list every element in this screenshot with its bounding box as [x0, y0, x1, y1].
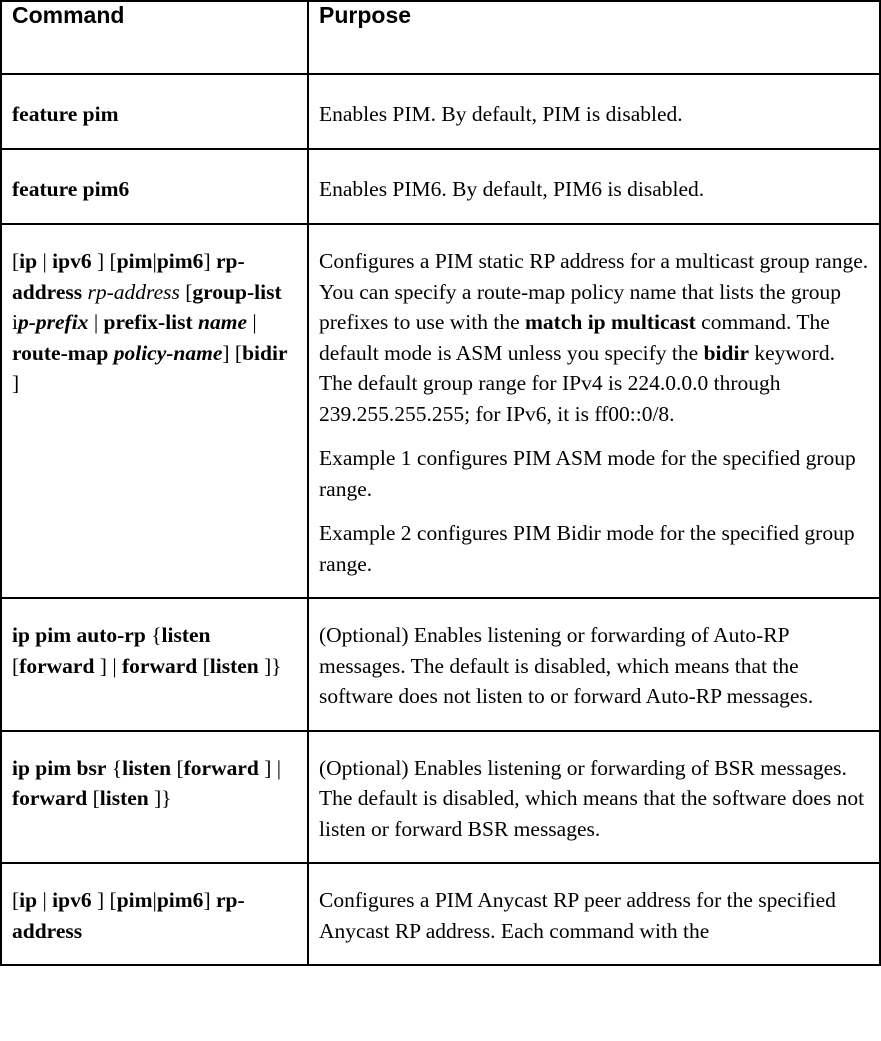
purpose-cell	[308, 149, 880, 224]
command-cell	[1, 149, 308, 224]
paragraph: ip pim auto-rp {listen [forward ] | forward [listen ]}	[12, 623, 282, 678]
command-cell	[1, 74, 308, 149]
purpose-cell	[308, 598, 880, 731]
command-cell	[1, 863, 308, 965]
paragraph: feature pim6	[12, 177, 130, 201]
paragraph: Example 1 configures PIM ASM mode for the specified group range.	[319, 446, 856, 501]
paragraph: Enables PIM6. By default, PIM6 is disabled.	[319, 177, 705, 201]
table-row	[1, 598, 880, 731]
header-purpose: Purpose	[308, 1, 880, 74]
table-row	[1, 74, 880, 149]
table-row	[1, 863, 880, 965]
header-command: Command	[1, 1, 308, 74]
paragraph: Enables PIM. By default, PIM is disabled.	[319, 102, 683, 126]
table-row	[1, 731, 880, 864]
paragraph: (Optional) Enables listening or forwarding of BSR messages. The default is disabled, which means that the software does not listen or forward BSR messages.	[319, 755, 865, 841]
paragraph: Configures a PIM static RP address for a multicast group range. You can specify a route-map policy name that lists the group prefixes to use with the match ip multicast command. The default mode is ASM unless you specify the bidir keyword. The default group range for IPv4 is 224.0.0.0 through 239.255.255.255; for IPv6, it is ff00::0/8.	[319, 249, 869, 426]
paragraph: [ip | ipv6 ] [pim|pim6] rp-address rp-address [group-list ip-prefix | prefix-list name | route-map policy-name] [bidir ]	[12, 249, 288, 395]
command-cell	[1, 224, 308, 598]
paragraph: Example 2 configures PIM Bidir mode for the specified group range.	[319, 521, 855, 576]
paragraph: [ip | ipv6 ] [pim|pim6] rp-address	[12, 888, 245, 943]
table-row	[1, 149, 880, 224]
command-cell	[1, 731, 308, 864]
paragraph: feature pim	[12, 102, 119, 126]
purpose-cell	[308, 224, 880, 598]
paragraph: ip pim bsr {listen [forward ] | forward [listen ]}	[12, 755, 282, 810]
paragraph: Configures a PIM Anycast RP peer address for the specified Anycast RP address. Each command with the	[319, 888, 836, 943]
command-cell	[1, 598, 308, 731]
paragraph: (Optional) Enables listening or forwarding of Auto-RP messages. The default is disabled, which means that the software does not listen to or forward Auto-RP messages.	[319, 623, 814, 708]
purpose-cell	[308, 863, 880, 965]
table-header-row	[1, 1, 880, 74]
purpose-cell	[308, 731, 880, 864]
table-row	[1, 224, 880, 598]
purpose-cell	[308, 74, 880, 149]
